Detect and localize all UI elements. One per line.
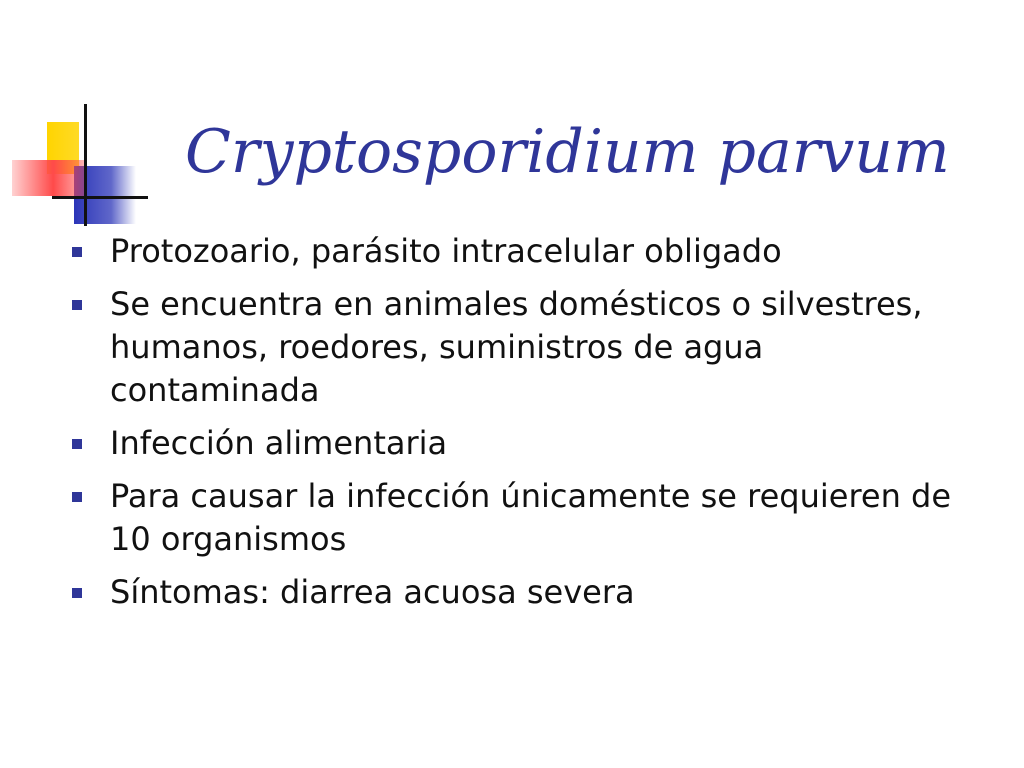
list-item xyxy=(72,283,972,412)
slide-title: Cryptosporidium parvum xyxy=(185,117,950,187)
bullet-text: Protozoario, parásito intracelular obligado xyxy=(110,232,782,270)
bullet-text: Para causar la infección únicamente se requieren de 10 organismos xyxy=(110,477,952,558)
square-bullet-icon xyxy=(72,439,82,449)
bullet-text: Se encuentra en animales domésticos o silvestres, humanos, roedores, suministros de agua contaminada xyxy=(110,285,923,409)
square-bullet-icon xyxy=(72,492,82,502)
square-bullet-icon xyxy=(72,588,82,598)
list-item xyxy=(72,422,972,465)
bullet-list xyxy=(72,230,972,624)
color-blocks-decoration-icon xyxy=(0,0,200,240)
list-item xyxy=(72,475,972,561)
square-bullet-icon xyxy=(72,247,82,257)
bullet-text: Síntomas: diarrea acuosa severa xyxy=(110,573,635,611)
list-item xyxy=(72,230,972,273)
bullet-text: Infección alimentaria xyxy=(110,424,448,462)
square-bullet-icon xyxy=(72,300,82,310)
list-item xyxy=(72,571,972,614)
